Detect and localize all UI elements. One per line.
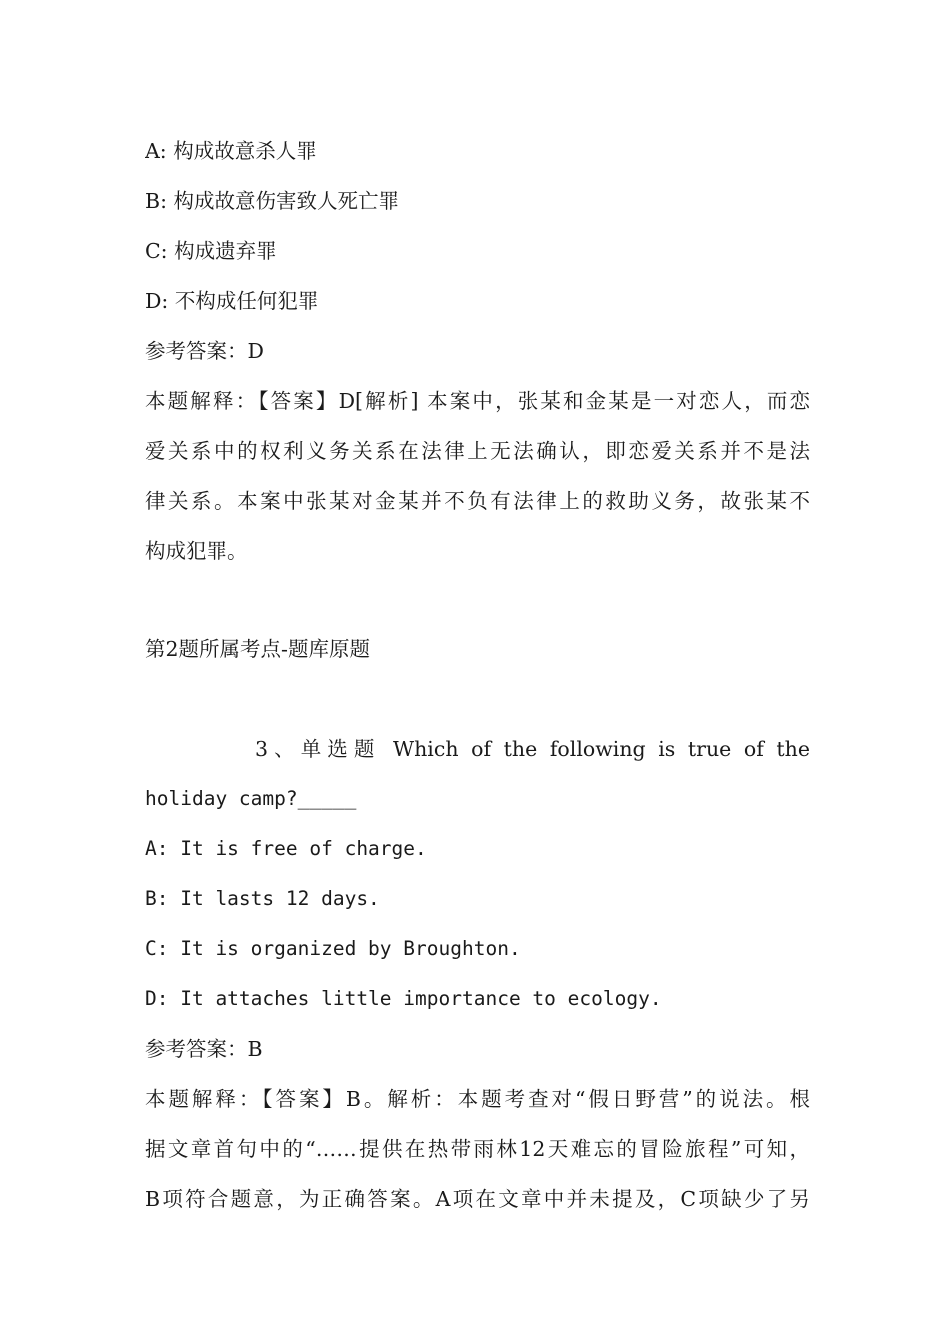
q2-answer: 参考答案：D [145, 339, 264, 363]
q3-option-d: D: It attaches little importance to ecology. [145, 987, 662, 1010]
q2-option-a: A: 构成故意杀人罪 [145, 139, 317, 163]
q3-option-c: C: It is organized by Broughton. [145, 937, 521, 960]
q3-answer: 参考答案：B [145, 1037, 263, 1061]
q3-explanation-line-2: 据文章首句中的“……提供在热带雨林12天难忘的冒险旅程”可知， [145, 1137, 810, 1161]
q2-option-d: D: 不构成任何犯罪 [145, 289, 319, 313]
q2-explanation-line-4: 构成犯罪。 [145, 539, 248, 563]
q3-stem-line-2: holiday camp?_____ [145, 787, 357, 810]
q2-option-b: B: 构成故意伤害致人死亡罪 [145, 189, 399, 213]
q2-topic: 第2题所属考点-题库原题 [145, 637, 370, 661]
q2-explanation-line-1: 本题解释：【答案】D[解析] 本案中，张某和金某是一对恋人，而恋 [145, 389, 810, 413]
q3-option-b: B: It lasts 12 days. [145, 887, 380, 910]
q2-explanation-line-2: 爱关系中的权利义务关系在法律上无法确认，即恋爱关系并不是法 [145, 439, 810, 463]
q3-stem-line-1: 3、单选题 Which of the following is true of the [255, 737, 810, 761]
q3-explanation-line-3: B项符合题意，为正确答案。A项在文章中并未提及，C项缺少了另 [145, 1187, 810, 1211]
q3-explanation-line-1: 本题解释：【答案】B。解析：本题考查对“假日野营”的说法。根 [145, 1087, 810, 1111]
q2-explanation-line-3: 律关系。本案中张某对金某并不负有法律上的救助义务，故张某不 [145, 489, 810, 513]
q2-option-c: C: 构成遗弃罪 [145, 239, 277, 263]
q3-option-a: A: It is free of charge. [145, 837, 427, 860]
